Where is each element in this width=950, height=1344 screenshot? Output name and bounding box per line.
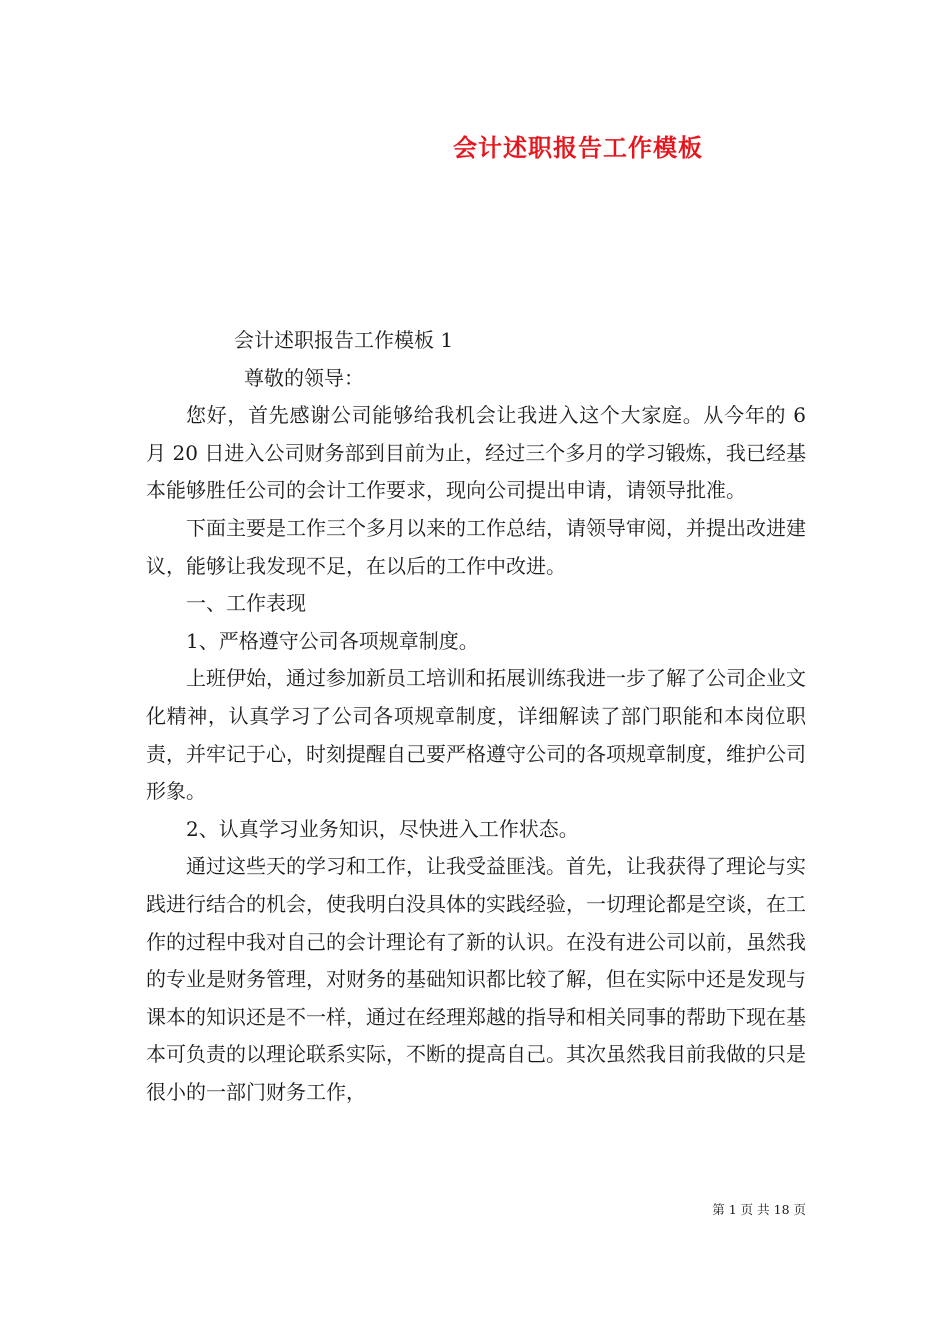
page-footer: 第 1 页 共 18 页 [712,1202,806,1217]
item-heading-rules: 1、严格遵守公司各项规章制度。 [186,628,479,653]
section-heading-performance: 一、工作表现 [186,591,306,616]
item-heading-study: 2、认真学习业务知识，尽快进入工作状态。 [186,816,579,841]
document-subtitle: 会计述职报告工作模板 1 [234,328,454,352]
paragraph-greeting: 您好，首先感谢公司能够给我机会让我进入这个大家庭。从今年的 6 月 20 日进入公司财务部到目前为止，经过三个多月的学习锻炼，我已经基本能够胜任公司的会计工作要求，现向公司提出申请，请领导批准。 [146,403,806,503]
salutation: 尊敬的领导： [244,365,364,390]
paragraph-rules: 上班伊始，通过参加新员工培训和拓展训练我进一步了解了公司企业文化精神，认真学习了公司各项规章制度，详细解读了部门职能和本岗位职责，并牢记于心，时刻提醒自己要严格遵守公司的各项规章制度，维护公司形象。 [146,666,806,804]
paragraph-summary-intro: 下面主要是工作三个多月以来的工作总结，请领导审阅，并提出改进建议，能够让我发现不足，在以后的工作中改进。 [146,515,806,578]
document-body [146,322,806,1111]
paragraph-study: 通过这些天的学习和工作，让我受益匪浅。首先，让我获得了理论与实践进行结合的机会，使我明白没具体的实践经验，一切理论都是空谈，在工作的过程中我对自己的会计理论有了新的认识。在没有进公司以前，虽然我的专业是财务管理，对财务的基础知识都比较了解，但在实际中还是发现与课本的知识还是不一样，通过在经理郑越的指导和相关同事的帮助下现在基本可负责的以理论联系实际，不断的提高自己。其次虽然我目前我做的只是很小的一部门财务工作， [146,854,806,1104]
document-title: 会计述职报告工作模板 [453,133,703,162]
